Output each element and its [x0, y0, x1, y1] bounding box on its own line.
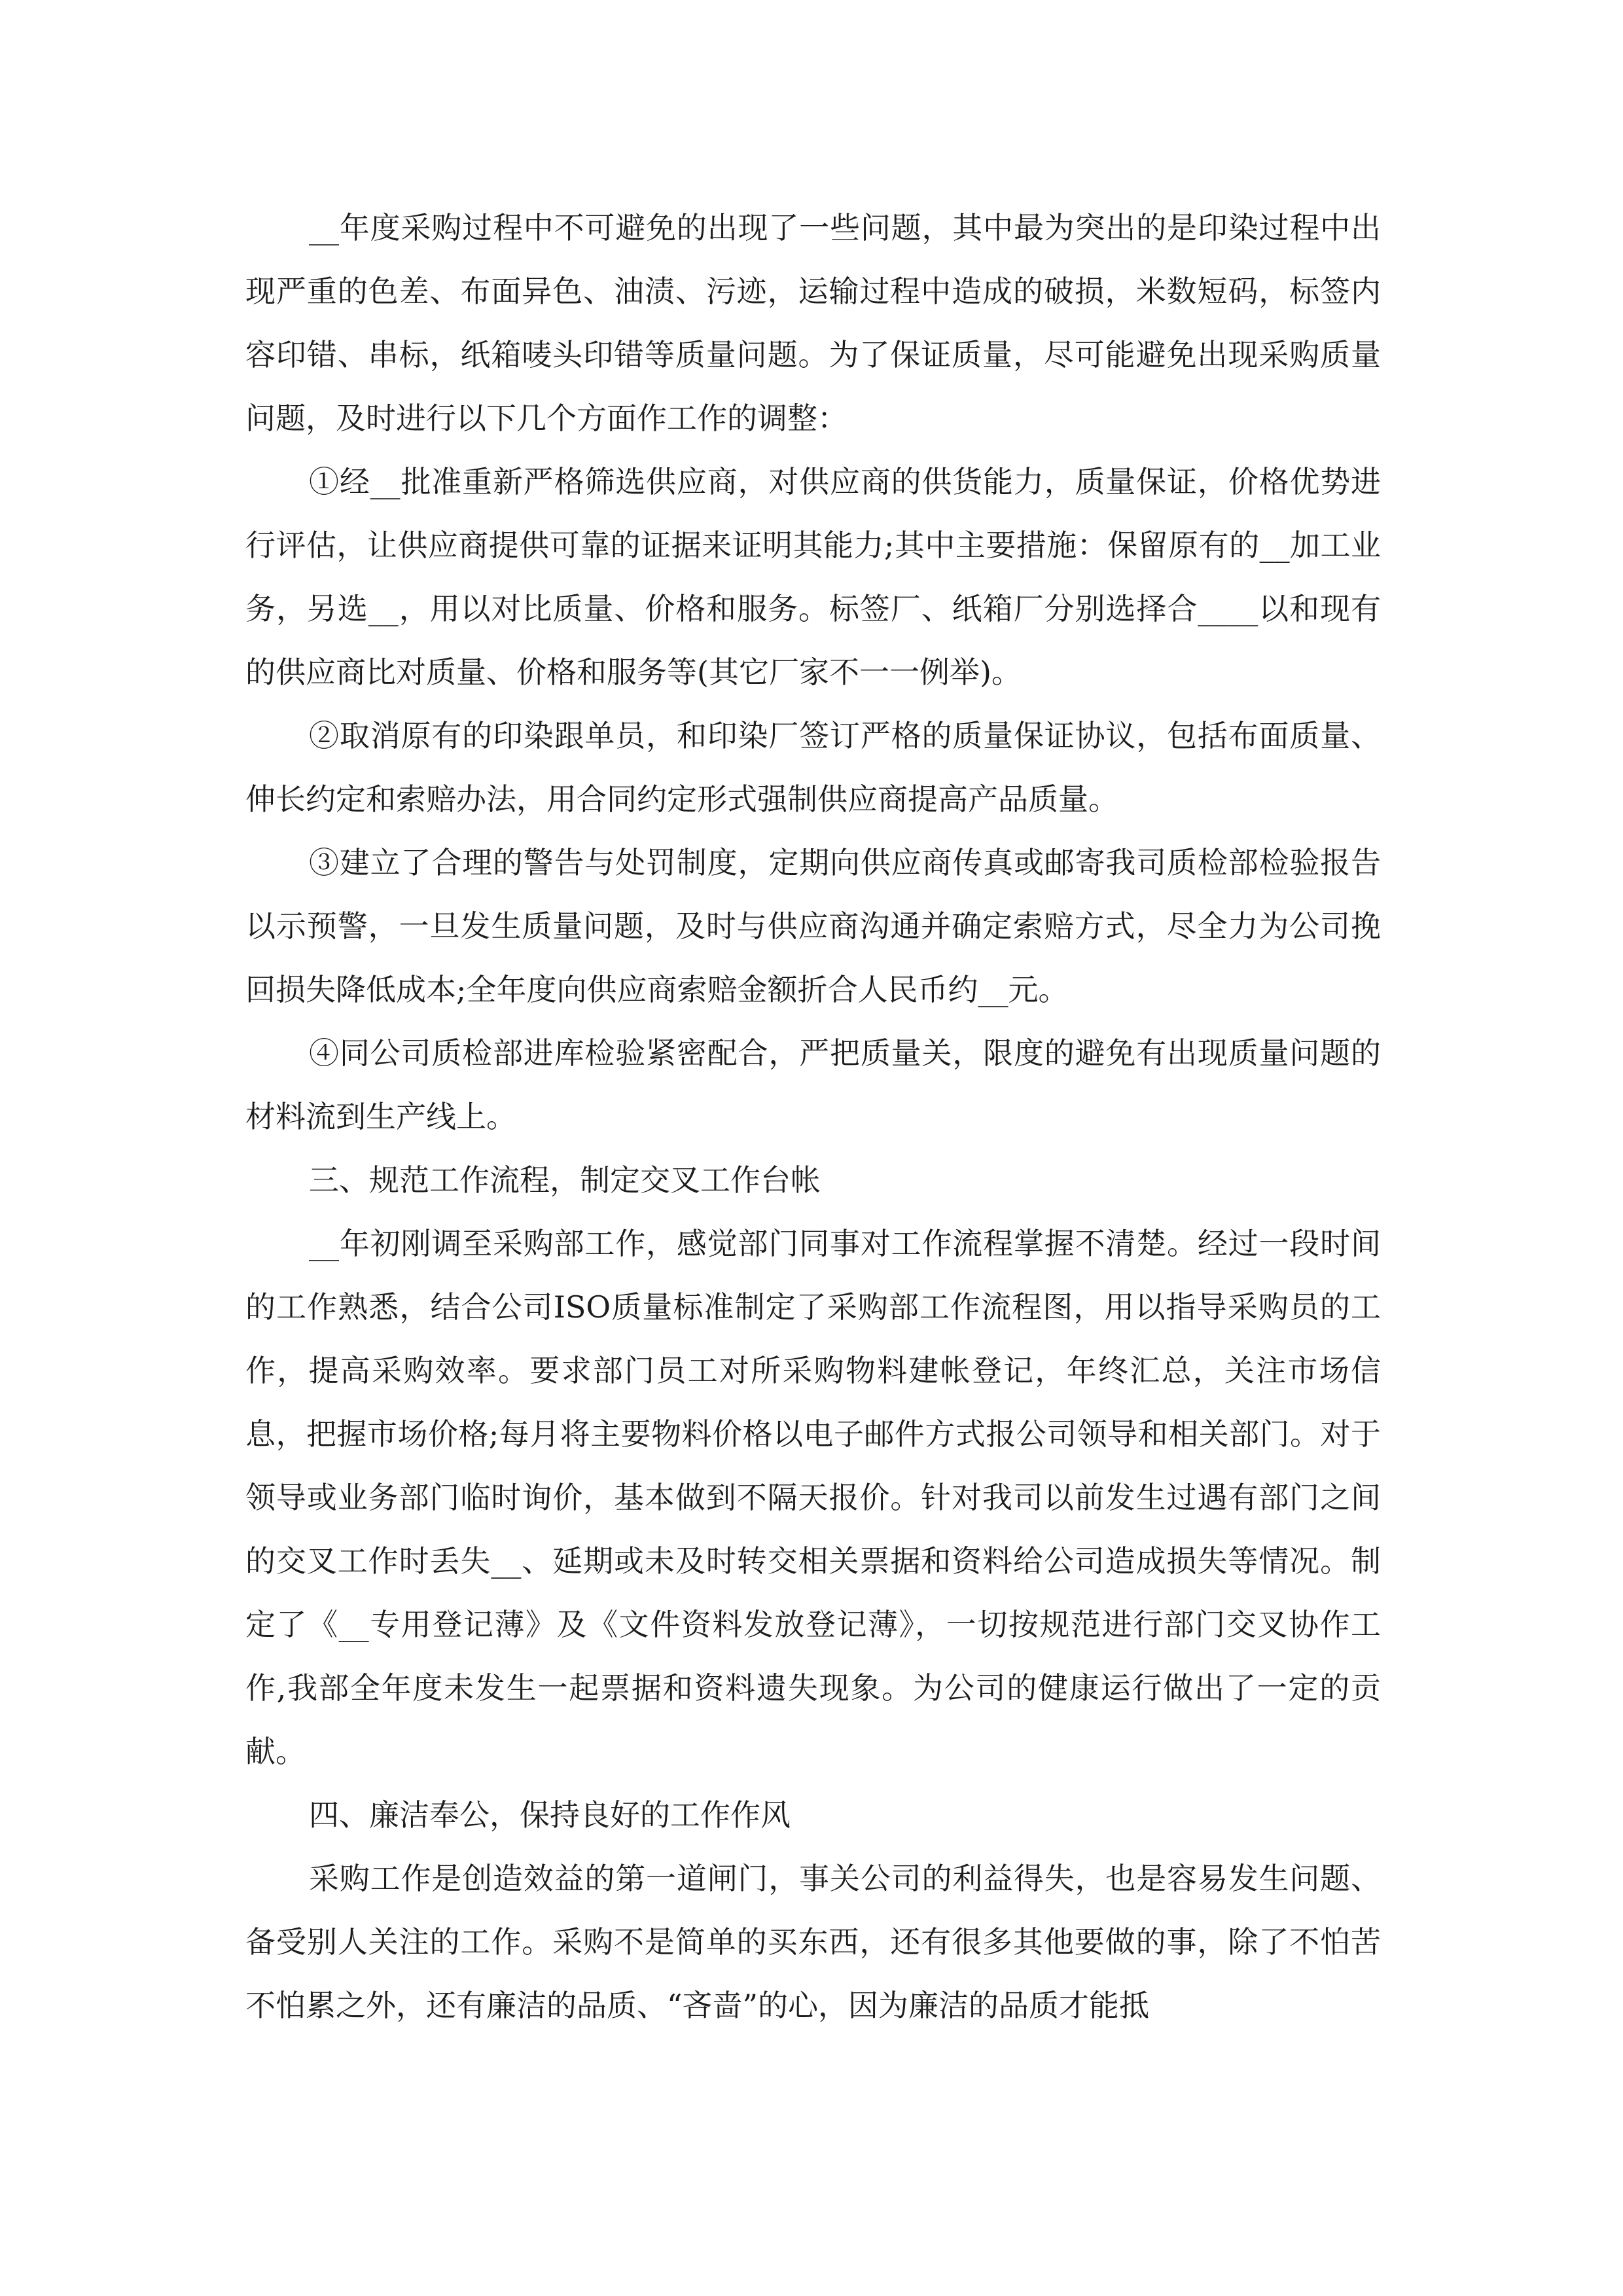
- paragraph-measure-3-penalty-system: ③建立了合理的警告与处罚制度，定期向供应商传真或邮寄我司质检部检验报告以示预警，一旦发生质量问题，及时与供应商沟通并确定索赔方式，尽全力为公司挽回损失降低成本;全年度向供应商索赔金额折合人民币约__元。: [245, 845, 1381, 1007]
- paragraph-integrity: 采购工作是创造效益的第一道闸门，事关公司的利益得失，也是容易发生问题、备受别人关注的工作。采购不是简单的买东西，还有很多其他要做的事，除了不怕苦不怕累之外，还有廉洁的品质、“吝啬”的心，因为廉洁的品质才能抵: [245, 1861, 1381, 2023]
- paragraph-measure-2-quality-agreement: ②取消原有的印染跟单员，和印染厂签订严格的质量保证协议，包括布面质量、伸长约定和索赔办法，用合同约定形式强制供应商提高产品质量。: [245, 718, 1381, 817]
- document-page: [245, 196, 1381, 2037]
- paragraph-quality-problems: __年度采购过程中不可避免的出现了一些问题，其中最为突出的是印染过程中出现严重的色差、布面异色、油渍、污迹，运输过程中造成的破损，米数短码，标签内容印错、串标，纸箱唛头印错等质量问题。为了保证质量，尽可能避免出现采购质量问题，及时进行以下几个方面作工作的调整：: [245, 210, 1381, 436]
- paragraph-measure-4-inspection: ④同公司质检部进库检验紧密配合，严把质量关，限度的避免有出现质量问题的材料流到生产线上。: [245, 1035, 1381, 1134]
- section-heading-3: 三、规范工作流程，制定交叉工作台帐: [309, 1162, 821, 1198]
- section-heading-4: 四、廉洁奉公，保持良好的工作作风: [309, 1797, 791, 1833]
- paragraph-workflow: __年初刚调至采购部工作，感觉部门同事对工作流程掌握不清楚。经过一段时间的工作熟悉，结合公司ISO质量标准制定了采购部工作流程图，用以指导采购员的工作，提高采购效率。要求部门员工对所采购物料建帐登记，年终汇总，关注市场信息，把握市场价格;每月将主要物料价格以电子邮件方式报公司领导和相关部门。对于领导或业务部门临时询价，基本做到不隔天报价。针对我司以前发生过遇有部门之间的交叉工作时丢失__、延期或未及时转交相关票据和资料给公司造成损失等情况。制定了《__专用登记薄》及《文件资料发放登记薄》，一切按规范进行部门交叉协作工作,我部全年度未发生一起票据和资料遗失现象。为公司的健康运行做出了一定的贡献。: [245, 1226, 1381, 1769]
- paragraph-measure-1-supplier-screening: ①经__批准重新严格筛选供应商，对供应商的供货能力，质量保证，价格优势进行评估，让供应商提供可靠的证据来证明其能力;其中主要措施：保留原有的__加工业务，另选__，用以对比质量、价格和服务。标签厂、纸箱厂分别选择合____以和现有的供应商比对质量、价格和服务等(其它厂家不一一例举)。: [245, 464, 1381, 690]
